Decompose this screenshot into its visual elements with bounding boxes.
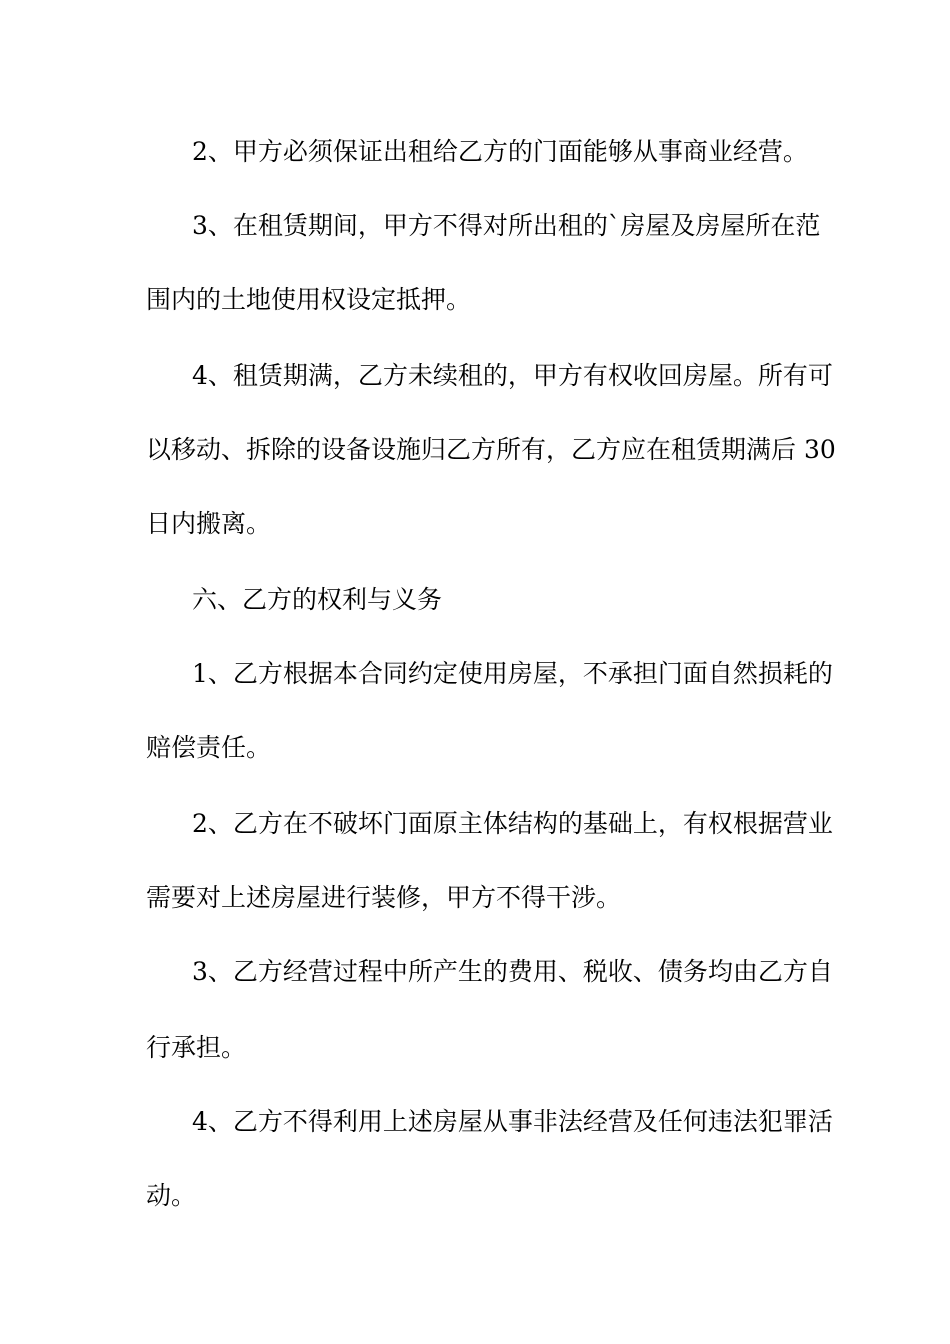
paragraph-line: 日内搬离。 [146,509,272,538]
paragraph-line: 3、乙方经营过程中所产生的费用、税收、债务均由乙方自 [192,957,833,986]
section-heading: 六、乙方的权利与义务 [192,585,443,614]
paragraph-line: 以移动、拆除的设备设施归乙方所有，乙方应在租赁期满后 30 [146,435,836,464]
paragraph-line: 2、乙方在不破坏门面原主体结构的基础上，有权根据营业 [192,809,833,838]
paragraph-line: 动。 [146,1181,197,1210]
paragraph-line: 行承担。 [146,1033,247,1062]
paragraph-line: 赔偿责任。 [146,733,272,762]
paragraph-line: 围内的土地使用权设定抵押。 [146,285,472,314]
paragraph-line: 需要对上述房屋进行装修，甲方不得干涉。 [146,883,622,912]
paragraph-line: 4、租赁期满，乙方未续租的，甲方有权收回房屋。所有可 [192,361,833,390]
paragraph-line: 2、甲方必须保证出租给乙方的门面能够从事商业经营。 [192,137,808,166]
paragraph-line: 4、乙方不得利用上述房屋从事非法经营及任何违法犯罪活 [192,1107,833,1136]
paragraph-line: 3、在租赁期间，甲方不得对所出租的`房屋及房屋所在范 [192,211,821,240]
paragraph-line: 1、乙方根据本合同约定使用房屋，不承担门面自然损耗的 [192,659,833,688]
